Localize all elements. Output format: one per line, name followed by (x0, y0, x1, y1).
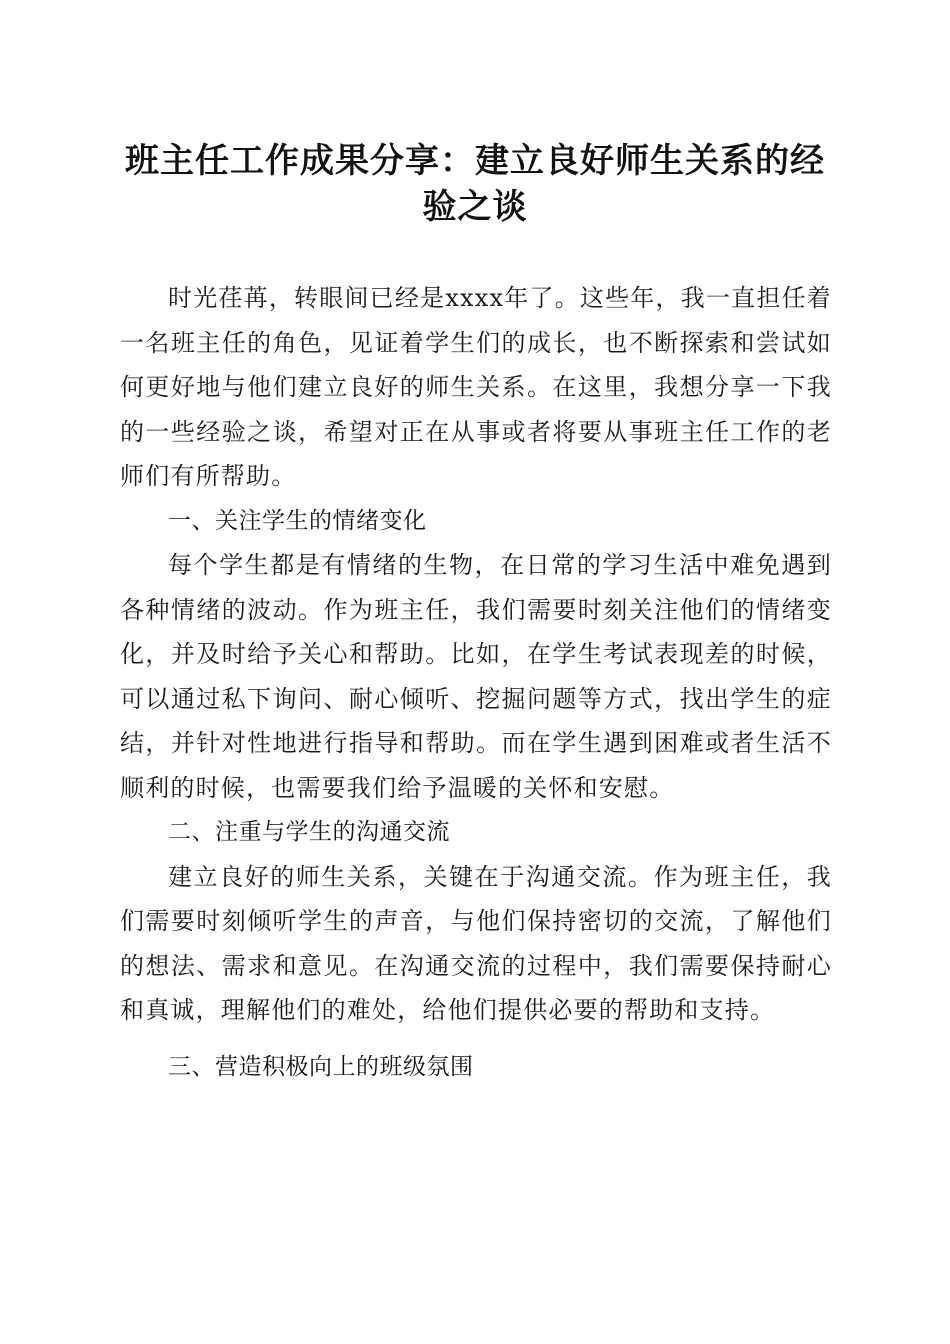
document-title: 班主任工作成果分享：建立良好师生关系的经验之谈 (125, 141, 825, 227)
intro-paragraph: 时光荏苒，转眼间已经是xxxx年了。这些年，我一直担任着一名班主任的角色，见证着学生们的成长，也不断探索和尝试如何更好地与他们建立良好的师生关系。在这里，我想分享一下我的一些经验之谈，希望对正在从事或者将要从事班主任工作的老师们有所帮助。 (120, 284, 832, 490)
section-paragraph: 建立良好的师生关系，关键在于沟通交流。作为班主任，我们需要时刻倾听学生的声音，与他们保持密切的交流，了解他们的想法、需求和意见。在沟通交流的过程中，我们需要保持耐心和真诚，理解他们的难处，给他们提供必要的帮助和支持。 (120, 862, 832, 1024)
section-paragraph: 每个学生都是有情绪的生物，在日常的学习生活中难免遇到各种情绪的波动。作为班主任，我们需要时刻关注他们的情绪变化，并及时给予关心和帮助。比如，在学生考试表现差的时候，可以通过私下询问、耐心倾听、挖掘问题等方式，找出学生的症结，并针对性地进行指导和帮助。而在学生遇到困难或者生活不顺利的时候，也需要我们给予温暖的关怀和安慰。 (120, 551, 832, 802)
section-heading: 一、关注学生的情绪变化 (168, 507, 427, 534)
document-body (120, 276, 832, 1089)
section-heading: 二、注重与学生的沟通交流 (168, 819, 450, 845)
section-heading: 三、营造积极向上的班级氛围 (168, 1053, 474, 1080)
